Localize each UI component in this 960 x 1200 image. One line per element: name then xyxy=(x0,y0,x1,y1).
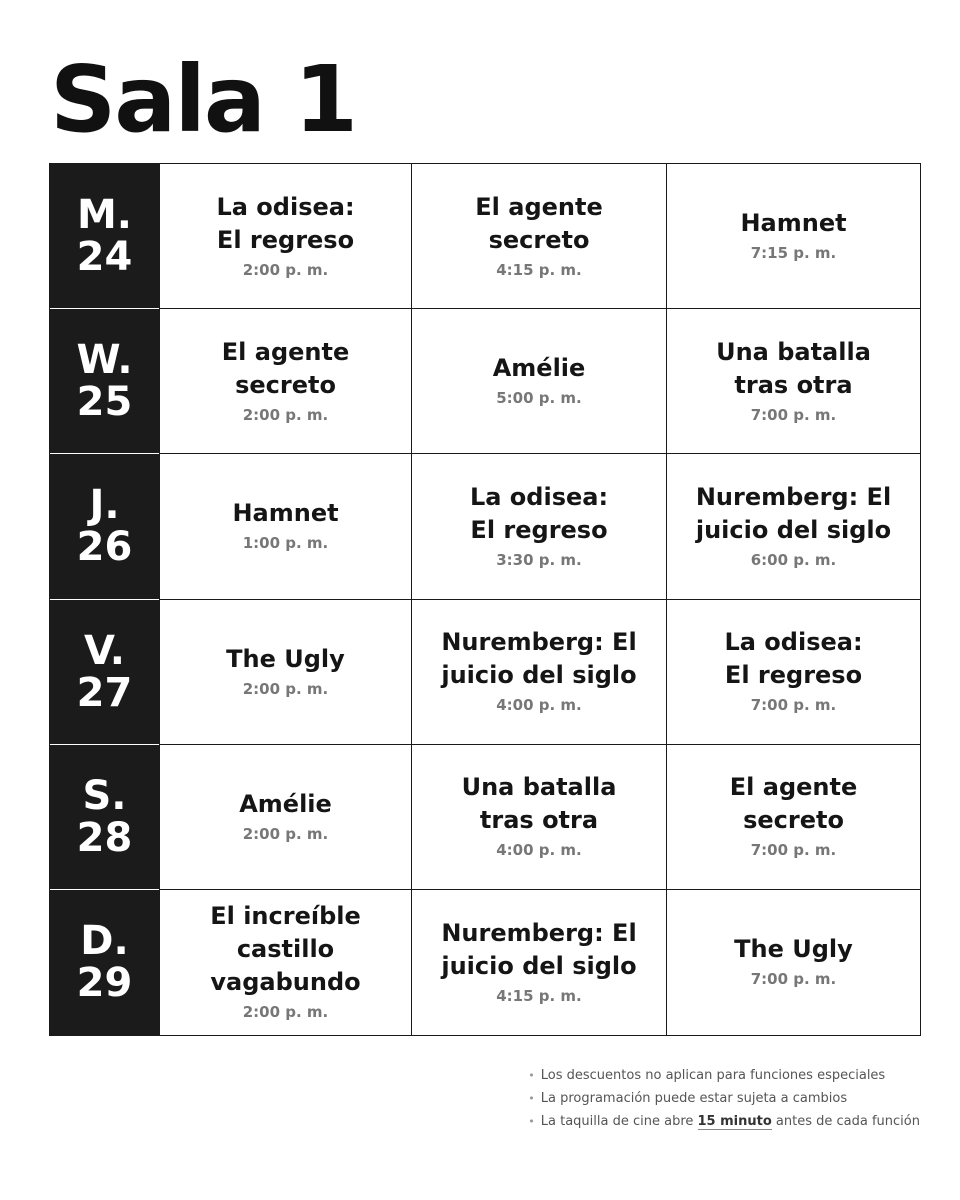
showtime-cell xyxy=(666,890,920,1035)
movie-title: Hamnet xyxy=(232,499,339,528)
day-number: 28 xyxy=(76,814,133,861)
day-label xyxy=(50,600,159,745)
schedule-grid xyxy=(49,163,921,1036)
showtime-cell xyxy=(411,309,666,454)
movie-title: El agente secreto xyxy=(729,773,858,835)
day-label xyxy=(50,454,159,599)
movie-title: The Ugly xyxy=(734,935,853,964)
showtime: 4:15 p. m. xyxy=(496,260,582,279)
day-number: 24 xyxy=(76,234,133,281)
note-box-office-minutes: 15 minuto xyxy=(697,1114,772,1129)
showtime: 5:00 p. m. xyxy=(496,389,582,408)
showtime: 2:00 p. m. xyxy=(242,405,329,424)
note-box-office-text-before: La taquilla de cine abre xyxy=(540,1114,698,1129)
showtime: 1:00 p. m. xyxy=(242,534,329,553)
notes-list xyxy=(528,1064,920,1133)
note-schedule-changes xyxy=(528,1087,920,1110)
showtime-cell xyxy=(666,745,920,890)
showtime-cell xyxy=(159,600,411,745)
note-schedule-changes-text: La programación puede estar sujeta a cambios xyxy=(540,1091,848,1106)
note-box-office-text-after: antes de cada función xyxy=(771,1114,920,1129)
showtime-cell xyxy=(411,164,666,309)
movie-title: La odisea: El regreso xyxy=(216,192,355,254)
movie-title: Nuremberg: El juicio del siglo xyxy=(441,918,637,980)
day-number: 29 xyxy=(76,960,133,1007)
showtime: 7:00 p. m. xyxy=(750,841,837,860)
showtime: 4:00 p. m. xyxy=(496,696,582,715)
movie-title: La odisea: El regreso xyxy=(469,482,609,544)
showtime-cell xyxy=(666,309,920,454)
day-abbrev: V. xyxy=(84,627,125,674)
showtime: 2:00 p. m. xyxy=(242,824,329,843)
day-number: 26 xyxy=(76,524,133,571)
day-number: 25 xyxy=(76,379,133,426)
showtime-cell xyxy=(666,454,920,599)
note-discounts-text: Los descuentos no aplican para funciones especiales xyxy=(540,1068,886,1083)
movie-title: Nuremberg: El juicio del siglo xyxy=(695,482,892,544)
day-abbrev: W. xyxy=(76,337,133,384)
movie-title: Una batalla tras otra xyxy=(716,337,871,399)
showtime-cell xyxy=(411,745,666,890)
day-abbrev: J. xyxy=(89,482,120,529)
day-abbrev: M. xyxy=(77,192,132,239)
showtime: 2:00 p. m. xyxy=(242,679,329,698)
showtime-cell xyxy=(411,454,666,599)
movie-title: Nuremberg: El juicio del siglo xyxy=(441,628,637,690)
showtime-cell xyxy=(666,600,920,745)
movie-title: Amélie xyxy=(492,354,586,383)
movie-title: La odisea: El regreso xyxy=(724,628,863,690)
showtime-cell xyxy=(159,890,411,1035)
movie-title: The Ugly xyxy=(226,644,345,673)
showtime: 4:00 p. m. xyxy=(496,841,582,860)
movie-title: El agente secreto xyxy=(221,337,350,399)
note-box-office xyxy=(528,1110,920,1133)
showtime: 7:15 p. m. xyxy=(750,244,837,263)
day-label xyxy=(50,309,159,454)
movie-title: El agente secreto xyxy=(475,192,603,254)
showtime: 4:15 p. m. xyxy=(496,986,582,1005)
showtime-cell xyxy=(159,309,411,454)
movie-title: Una batalla tras otra xyxy=(461,773,617,835)
movie-title: Hamnet xyxy=(740,209,847,238)
page-title: Sala 1 xyxy=(50,46,357,153)
showtime: 7:00 p. m. xyxy=(750,696,837,715)
day-abbrev: S. xyxy=(82,772,127,819)
movie-title: Amélie xyxy=(239,789,332,818)
showtime-cell xyxy=(159,745,411,890)
showtime: 2:00 p. m. xyxy=(242,260,329,279)
note-discounts xyxy=(528,1064,920,1087)
showtime-cell xyxy=(666,164,920,309)
day-label xyxy=(50,745,159,890)
showtime: 7:00 p. m. xyxy=(750,405,837,424)
showtime: 3:30 p. m. xyxy=(496,550,582,569)
showtime-cell xyxy=(411,600,666,745)
showtime: 2:00 p. m. xyxy=(242,1003,329,1022)
day-label xyxy=(50,890,159,1035)
day-label xyxy=(50,164,159,309)
day-number: 27 xyxy=(76,669,133,716)
showtime-cell xyxy=(159,164,411,309)
day-abbrev: D. xyxy=(80,918,129,965)
showtime: 6:00 p. m. xyxy=(750,550,837,569)
movie-title: El increíble castillo vagabundo xyxy=(210,902,361,997)
showtime-cell xyxy=(411,890,666,1035)
showtime: 7:00 p. m. xyxy=(750,970,837,989)
showtime-cell xyxy=(159,454,411,599)
